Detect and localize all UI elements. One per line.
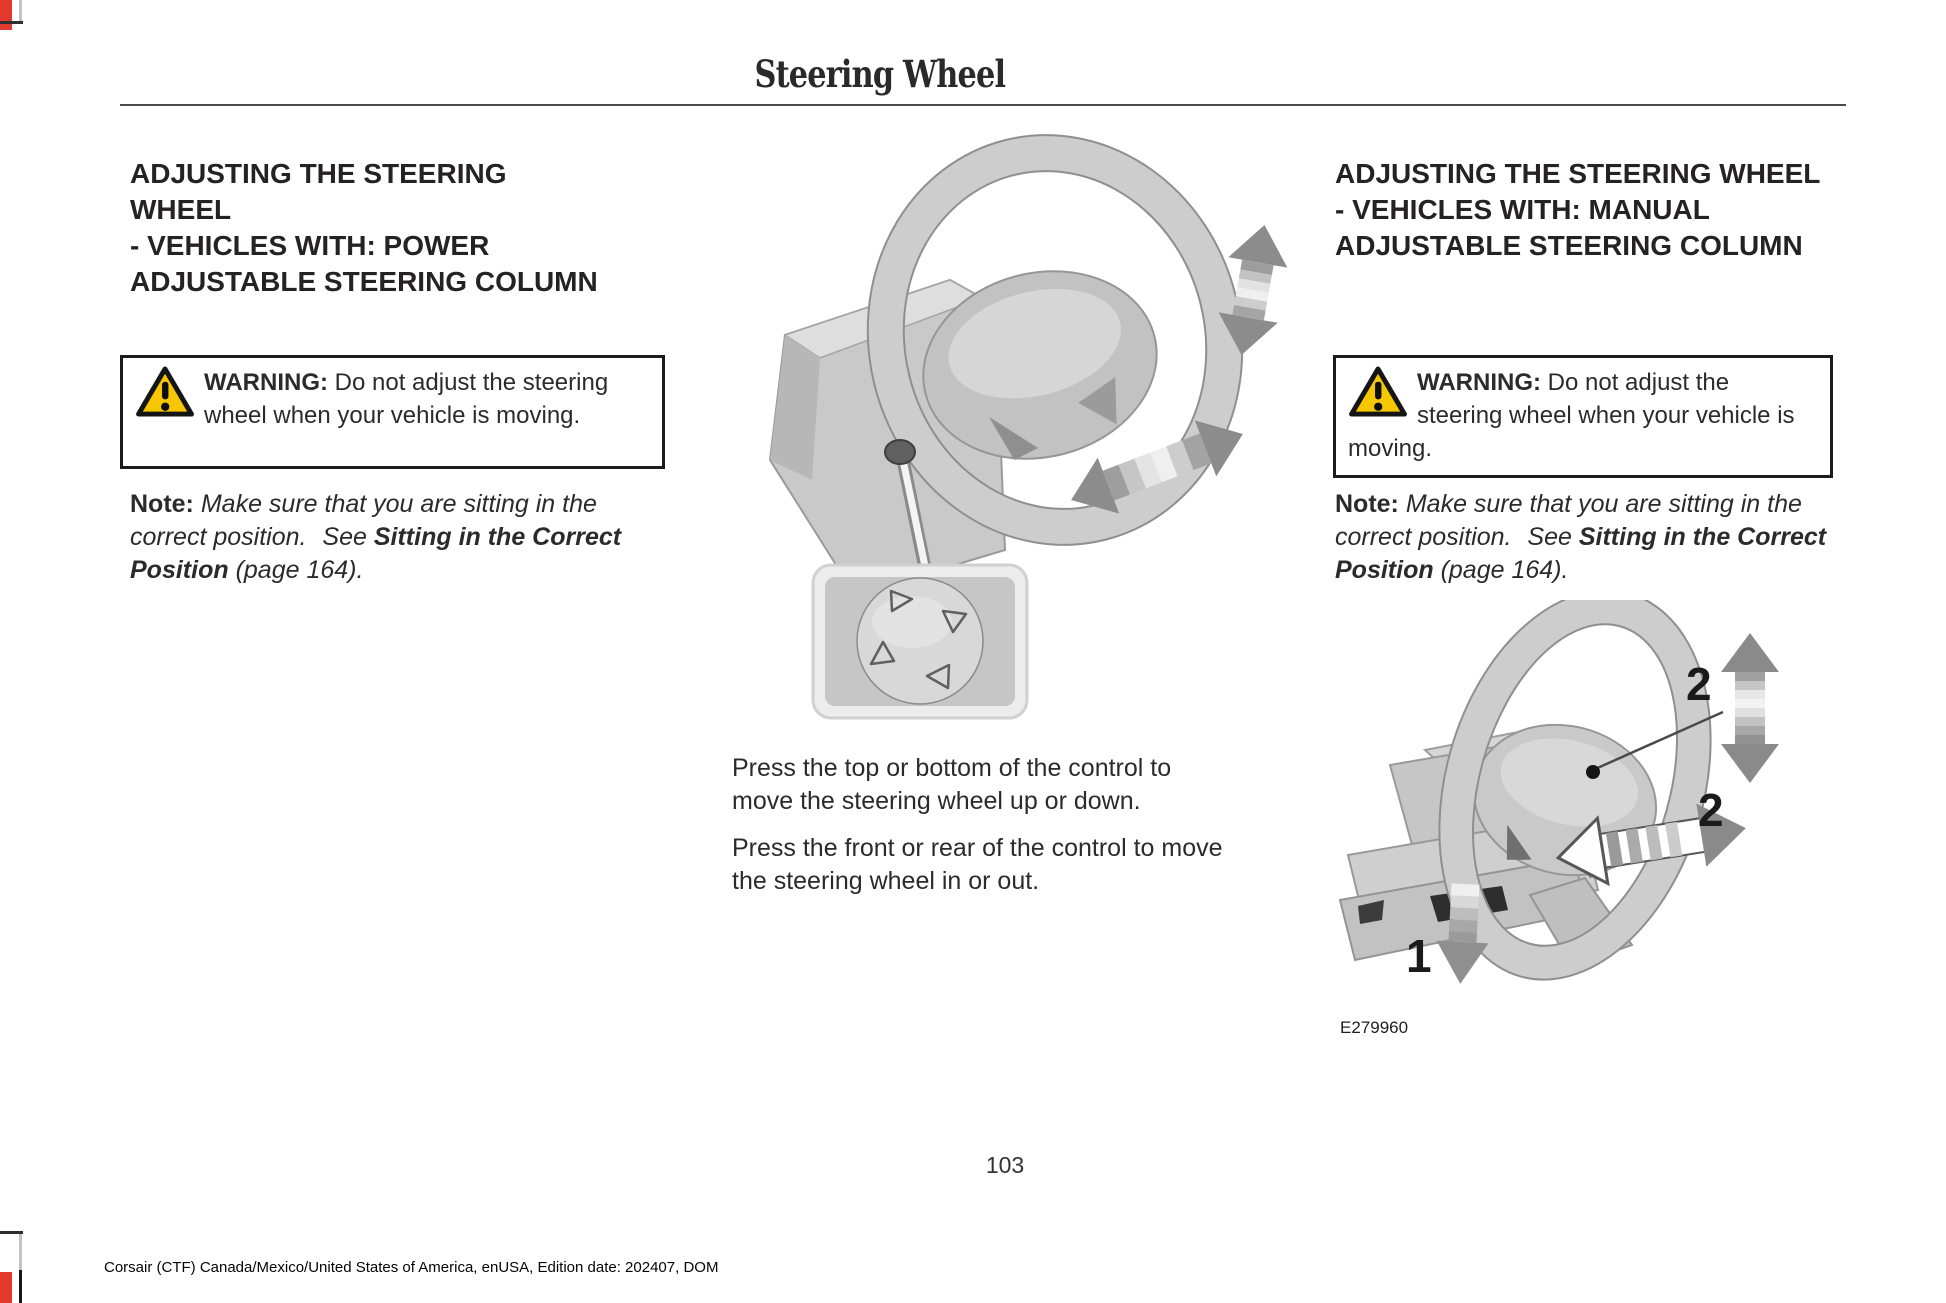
heading-line: ADJUSTING THE STEERING WHEEL [130,158,507,225]
heading-line: ADJUSTING THE STEERING WHEEL [1335,158,1821,189]
instruction-up-down: Press the top or bottom of the control to move the steering wheel up or down. [732,754,1172,815]
figure-caption: E279960 [1340,1018,1409,1037]
page-corner-mark [19,1234,22,1303]
chapter-title-text: Steering Wheel [754,52,1006,96]
warning-box [1333,355,1833,478]
note-paragraph: Note: Make sure that you are sitting in the correct position. See Sitting in the Correct Position (page 164). [1335,490,1827,584]
steering-wheel-manual-adjust-figure [1330,600,1930,1050]
page-corner-mark [0,21,23,24]
page-corner-mark [19,0,22,21]
chapter-title [620,52,1140,96]
warning-text: WARNING: Do not adjust the steering wheel when your vehicle is moving. [1348,369,1795,462]
note-paragraph: Note: Make sure that you are sitting in the correct position. See Sitting in the Correct Position (page 164). [130,490,622,584]
red-page-edge-marker-bottom [0,1272,12,1303]
warning-triangle-icon [1348,366,1408,418]
warning-text: WARNING: Do not adjust the steering wheel when your vehicle is moving. [204,369,609,429]
heading-line: - VEHICLES WITH: MANUAL [1335,194,1710,225]
control-pad-inset [813,565,1027,718]
up-down-arrow-icon [1721,633,1779,783]
section-heading-manual-column [1335,156,1895,264]
heading-line: ADJUSTABLE STEERING COLUMN [130,266,598,297]
warning-box [120,355,665,469]
adjust-control-knob [885,440,915,464]
red-page-edge-marker-top [0,0,12,30]
section-heading-power-column [130,156,600,300]
warning-triangle-icon [135,366,195,418]
steering-wheel-power-adjust-figure [620,130,1300,730]
instruction-in-out: Press the front or rear of the control to move the steering wheel in or out. [732,834,1223,895]
footer-edition-info: Corsair (CTF) Canada/Mexico/United States of America, enUSA, Edition date: 202407, DOM [104,1259,719,1276]
callout-dot [1586,765,1600,779]
title-divider-rule [120,104,1846,106]
callout-label-telescope: 2 [1698,784,1724,836]
callout-label-lever: 1 [1406,930,1432,982]
callout-label-tilt: 2 [1686,658,1712,710]
page-number: 103 [985,1152,1025,1178]
heading-line: ADJUSTABLE STEERING COLUMN [1335,230,1803,261]
heading-line: - VEHICLES WITH: POWER [130,230,490,261]
